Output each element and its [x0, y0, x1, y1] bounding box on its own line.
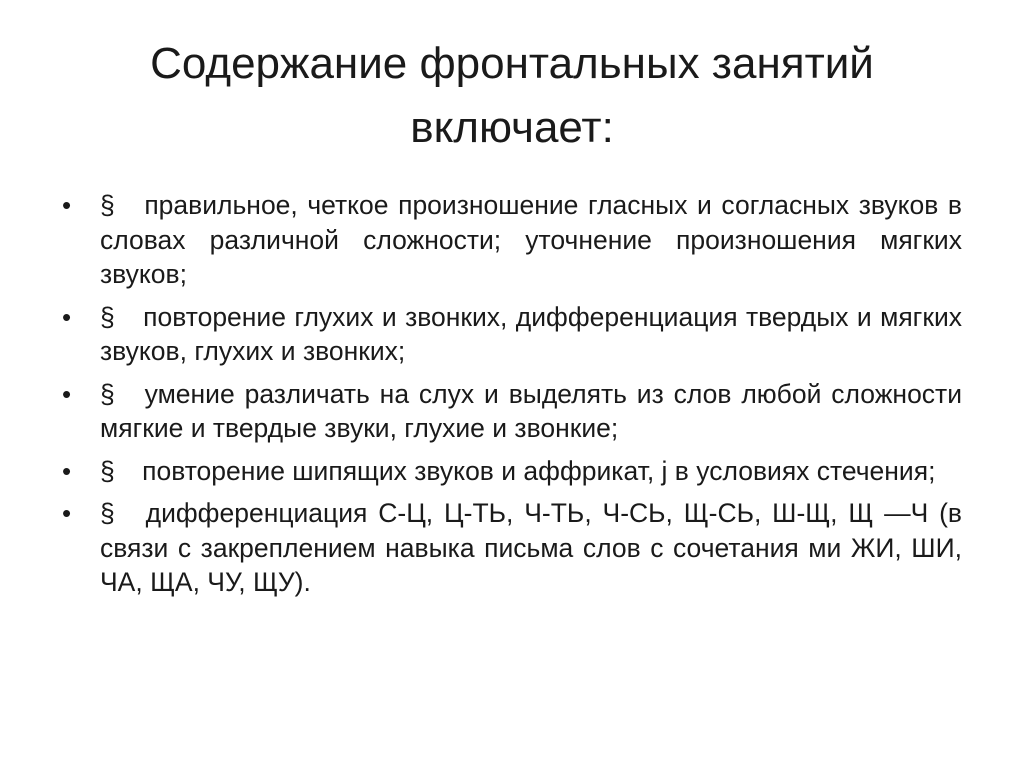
list-item-text: правильное, четкое произношение гласных и согласных звуков в словах различной сложности; уточнение произношения мягких звуков; — [100, 190, 962, 289]
list-item-text: умение различать на слух и выделять из слов любой сложности мягкие и твердые звуки, глухие и звонкие; — [100, 378, 962, 443]
section-marker: § — [100, 301, 115, 332]
bullet-icon: • — [62, 455, 72, 486]
section-marker: § — [100, 378, 115, 409]
section-marker: § — [100, 190, 115, 220]
list-item-text: повторение шипящих звуков и аффрикат, j в условиях стечения; — [142, 455, 936, 486]
bullet-icon: • — [62, 301, 72, 332]
slide-title: Содержание фронтальных занятий включает: — [150, 39, 874, 152]
list-item — [62, 377, 962, 446]
list-item-text: повторение глухих и звонких, дифференциация твердых и мягких звуков, глухих и звонких; — [100, 301, 962, 366]
list-item — [62, 300, 962, 369]
bullet-icon: • — [62, 378, 72, 409]
bullet-icon: • — [62, 498, 72, 528]
bullet-list — [62, 188, 962, 608]
list-item — [62, 496, 962, 600]
list-item — [62, 188, 962, 292]
bullet-icon: • — [62, 190, 72, 220]
list-item — [62, 454, 962, 489]
list-item-text: дифференциация С-Ц, Ц-ТЬ, Ч-ТЬ, Ч-СЬ, Щ-СЬ, Ш-Щ, Щ —Ч (в связи с закреплением навыка письма слов с сочетания ми ЖИ, ШИ, ЧА, ЩА, ЧУ, ЩУ). — [100, 498, 962, 597]
section-marker: § — [100, 455, 115, 486]
section-marker: § — [100, 498, 115, 528]
